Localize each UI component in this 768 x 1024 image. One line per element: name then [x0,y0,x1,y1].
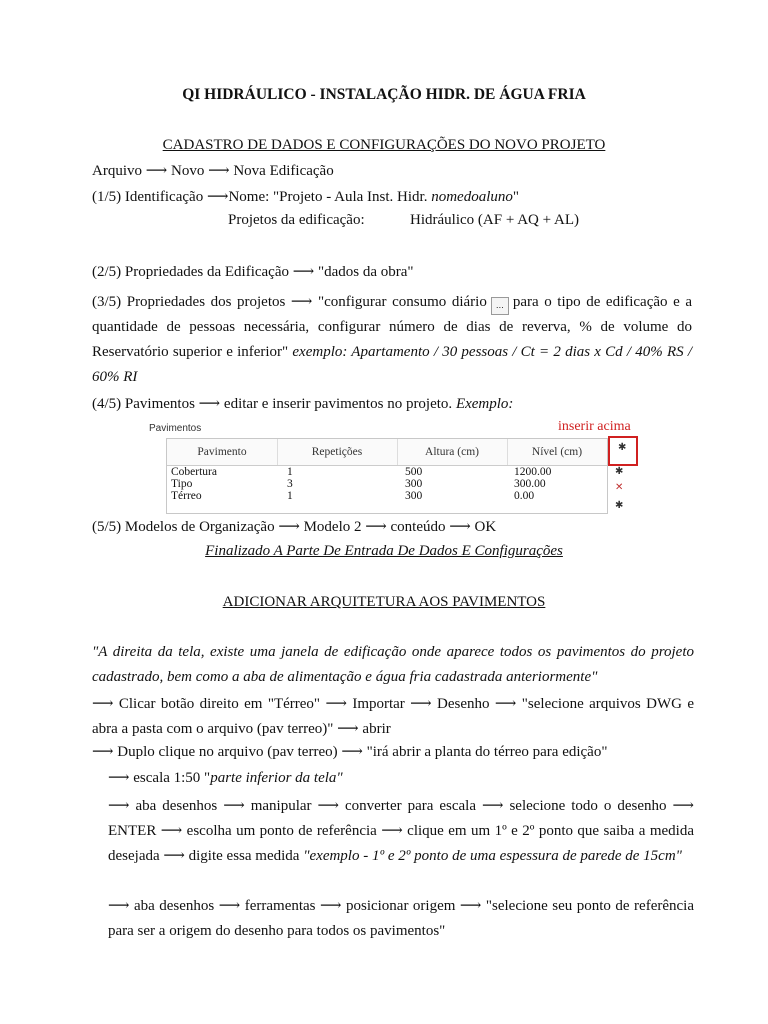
cell-nivel-0: 1200.00 [514,466,552,478]
inserir-acima-annotation: inserir acima [558,419,631,434]
header-altura: Altura (cm) [397,439,508,465]
cell-altura-2: 300 [405,490,423,502]
intro-quote: "A direita da tela, existe uma janela de edificação onde aparece todos os pavimentos do projeto cadastrado, bem como a aba de alimentação e água fria cadastrada anteriormente" [92,644,694,685]
cell-nivel-2: 0.00 [514,490,535,502]
move-row-icon: ✱ [615,500,624,511]
converter-text: ⟶ aba desenhos ⟶ manipular ⟶ converter para escala ⟶ selecione todo o desenho ⟶ ENTER ⟶ escolha um ponto de referência ⟶ clique em um 1º e 2º ponto que saiba a medida desejada ⟶ digite essa medida [108,798,694,864]
step-pavimentos [92,394,513,413]
projects-value: Hidráulico (AF + AQ + AL) [410,212,579,228]
pavimentos-table [166,438,608,514]
insert-above-highlight [608,436,638,466]
step-identificacao-end: " [512,189,520,205]
step3-example: exemplo: Apartamento / 30 pessoas / Ct = 2 dias x Cd / 40% RS / 60% RI [92,344,692,385]
step-propriedades-edificacao: (2/5) Propriedades da Edificação ⟶ "dados da obra" [92,264,414,280]
header-pavimento: Pavimento [167,439,278,465]
table-header [167,439,607,466]
page-title: QI HIDRÁULICO - INSTALAÇÃO HIDR. DE ÁGUA FRIA [182,86,586,103]
step3-text-b: para o tipo de edificação e a quantidade de pessoas necessária, configurar número de dias de reverva, % de volume do Reservatório superior e inferior" [92,294,692,360]
step-propriedades-projetos [92,290,692,390]
ellipsis-button-icon: … [491,297,509,315]
section-heading-arquitetura: ADICIONAR ARQUITETURA AOS PAVIMENTOS [222,594,546,610]
cell-pavimento-0: Cobertura [171,466,217,478]
cell-pavimento-1: Tipo [171,478,193,490]
step-identificacao-italic: nomedoaluno [431,189,513,205]
insert-below-icon: ✱ [615,466,624,477]
header-repeticoes: Repetições [277,439,398,465]
cell-nivel-1: 300.00 [514,478,546,490]
step3-text-a: (3/5) Propriedades dos projetos ⟶ "configurar consumo diário [92,294,487,310]
instruction-escala [108,768,343,787]
projects-label: Projetos da edificação: [228,212,365,228]
step-modelos: (5/5) Modelos de Organização ⟶ Modelo 2 ⟶ conteúdo ⟶ OK [92,519,497,535]
step4-example: Exemplo: [455,396,514,412]
instruction-importar: ⟶ Clicar botão direito em "Térreo" ⟶ Importar ⟶ Desenho ⟶ "selecione arquivos DWG e abra a pasta com o arquivo (pav terreo)" ⟶ abrir [92,696,694,737]
table-caption: Pavimentos [149,423,202,434]
instruction-duplo-clique: ⟶ Duplo clique no arquivo (pav terreo) ⟶ "irá abrir a planta do térreo para edição" [92,744,608,760]
cell-pavimento-2: Térreo [171,490,202,502]
instruction-posicionar-origem: ⟶ aba desenhos ⟶ ferramentas ⟶ posicionar origem ⟶ "selecione seu ponto de referência para ser a origem do desenho para todos os pavimentos" [108,898,694,939]
cell-altura-0: 500 [405,466,423,478]
finalizado-line: Finalizado A Parte De Entrada De Dados E Configurações [205,543,563,559]
delete-row-icon: ✕ [615,482,624,493]
section-heading-cadastro: CADASTRO DE DADOS E CONFIGURAÇÕES DO NOVO PROJETO [162,137,606,153]
header-nivel: Nível (cm) [531,446,583,458]
insert-above-icon: ✱ [618,442,627,453]
escala-italic: parte inferior da tela" [210,770,343,786]
cell-repeticoes-2: 1 [287,490,293,502]
escala-text: ⟶ escala 1:50 " [108,770,211,786]
cell-repeticoes-0: 1 [287,466,293,478]
step-identificacao [92,187,519,206]
instruction-converter-escala [108,794,694,869]
step4-text: (4/5) Pavimentos ⟶ editar e inserir pavimentos no projeto. [92,396,456,412]
step-arquivo: Arquivo ⟶ Novo ⟶ Nova Edificação [92,163,334,179]
cell-altura-1: 300 [405,478,423,490]
step-identificacao-text: (1/5) Identificação ⟶Nome: "Projeto - Aula Inst. Hidr. [92,189,432,205]
converter-italic: "exemplo - 1º e 2º ponto de uma espessura de parede de 15cm" [303,848,682,864]
cell-repeticoes-1: 3 [287,478,293,490]
